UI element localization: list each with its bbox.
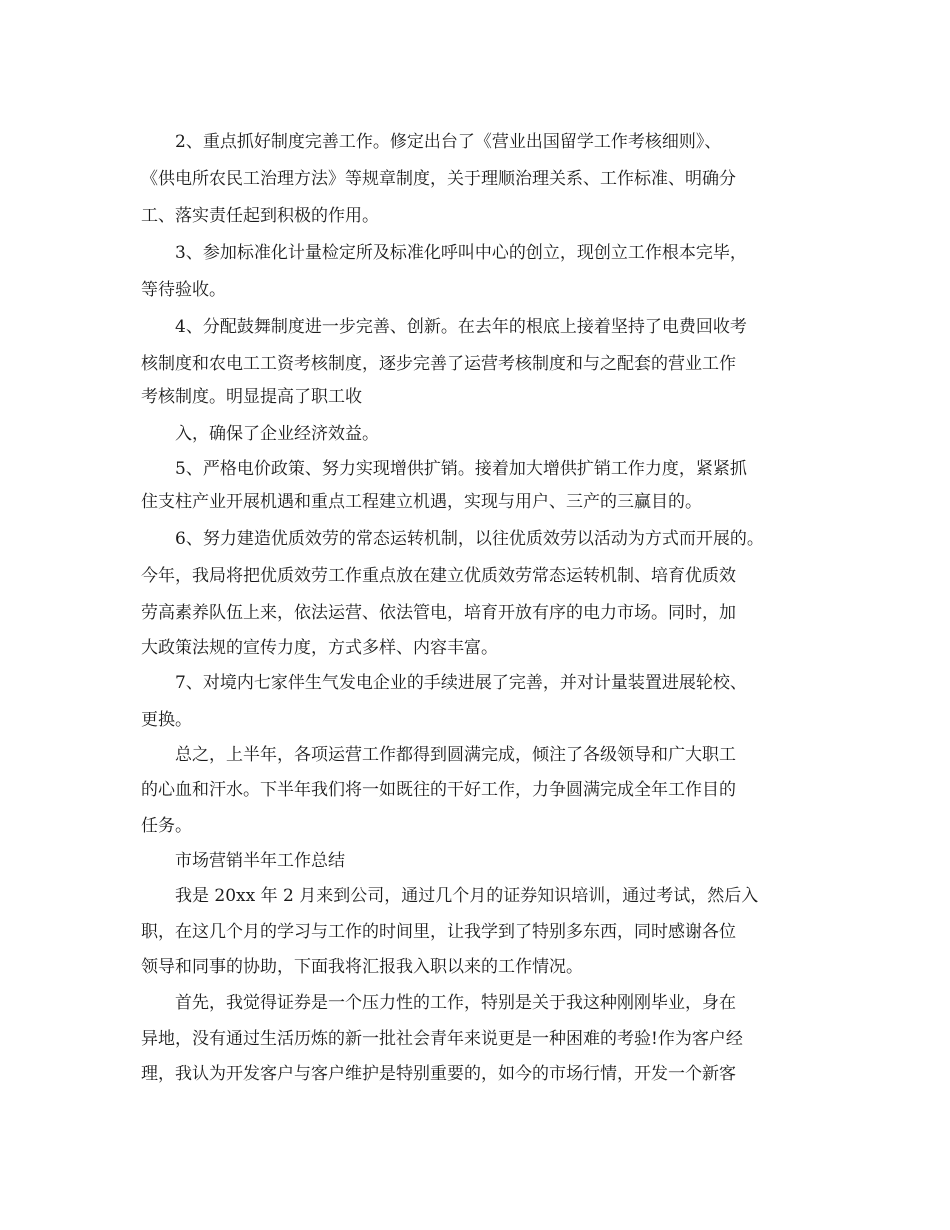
text-line: 今年，我局将把优质效劳工作重点放在建立优质效劳常态运转机制、培育优质效 — [141, 566, 736, 586]
text-line: 的心血和汗水。下半年我们将一如既往的干好工作，力争圆满完成全年工作目的 — [141, 780, 736, 800]
text-line: 任务。 — [141, 816, 192, 836]
text-line: 6、努力建造优质效劳的常态运转机制，以往优质效劳以活动为方式而开展的。 — [175, 529, 764, 549]
text-line: 7、对境内七家伴生气发电企业的手续进展了完善，并对计量装置进展轮校、 — [175, 673, 747, 693]
text-line: 理，我认为开发客户与客户维护是特别重要的，如今的市场行情，开发一个新客 — [141, 1064, 736, 1084]
text-line: 工、落实责任起到积极的作用。 — [141, 206, 379, 226]
text-line: 劳高素养队伍上来，依法运营、依法管电，培育开放有序的电力市场。同时，加 — [141, 603, 736, 623]
text-line: 更换。 — [141, 710, 192, 730]
text-line: 核制度和农电工工资考核制度，逐步完善了运营考核制度和与之配套的营业工作 — [141, 354, 736, 374]
text-line: 考核制度。明显提高了职工收 — [141, 387, 362, 407]
text-line: 我是 20xx 年 2 月来到公司，通过几个月的证券知识培训，通过考试，然后入 — [175, 886, 759, 906]
text-line: 首先，我觉得证券是一个压力性的工作，特别是关于我这种刚刚毕业，身在 — [175, 993, 736, 1013]
text-line: 领导和同事的协助，下面我将汇报我入职以来的工作情况。 — [141, 957, 583, 977]
text-line: 总之，上半年，各项运营工作都得到圆满完成，倾注了各级领导和广大职工 — [175, 745, 736, 765]
text-line: 异地，没有通过生活历炼的新一批社会青年来说更是一种困难的考验!作为客户经 — [141, 1029, 743, 1049]
text-line: 入，确保了企业经济效益。 — [175, 424, 379, 444]
text-line: 4、分配鼓舞制度进一步完善、创新。在去年的根底上接着坚持了电费回收考 — [175, 317, 747, 337]
text-line: 等待验收。 — [141, 280, 226, 300]
text-line: 2、重点抓好制度完善工作。修定出台了《营业出国留学工作考核细则》、 — [175, 132, 722, 152]
section-heading: 市场营销半年工作总结 — [175, 851, 345, 871]
text-line: 5、严格电价政策、努力实现增供扩销。接着加大增供扩销工作力度，紧紧抓 — [175, 459, 747, 479]
text-line: 住支柱产业开展机遇和重点工程建立机遇，实现与用户、三产的三赢目的。 — [141, 492, 702, 512]
text-line: 大政策法规的宣传力度，方式多样、内容丰富。 — [141, 638, 498, 658]
text-line: 《供电所农民工治理方法》等规章制度，关于理顺治理关系、工作标准、明确分 — [141, 169, 736, 189]
text-line: 职，在这几个月的学习与工作的时间里，让我学到了特别多东西，同时感谢各位 — [141, 922, 736, 942]
text-line: 3、参加标准化计量检定所及标准化呼叫中心的创立，现创立工作根本完毕， — [175, 243, 747, 263]
